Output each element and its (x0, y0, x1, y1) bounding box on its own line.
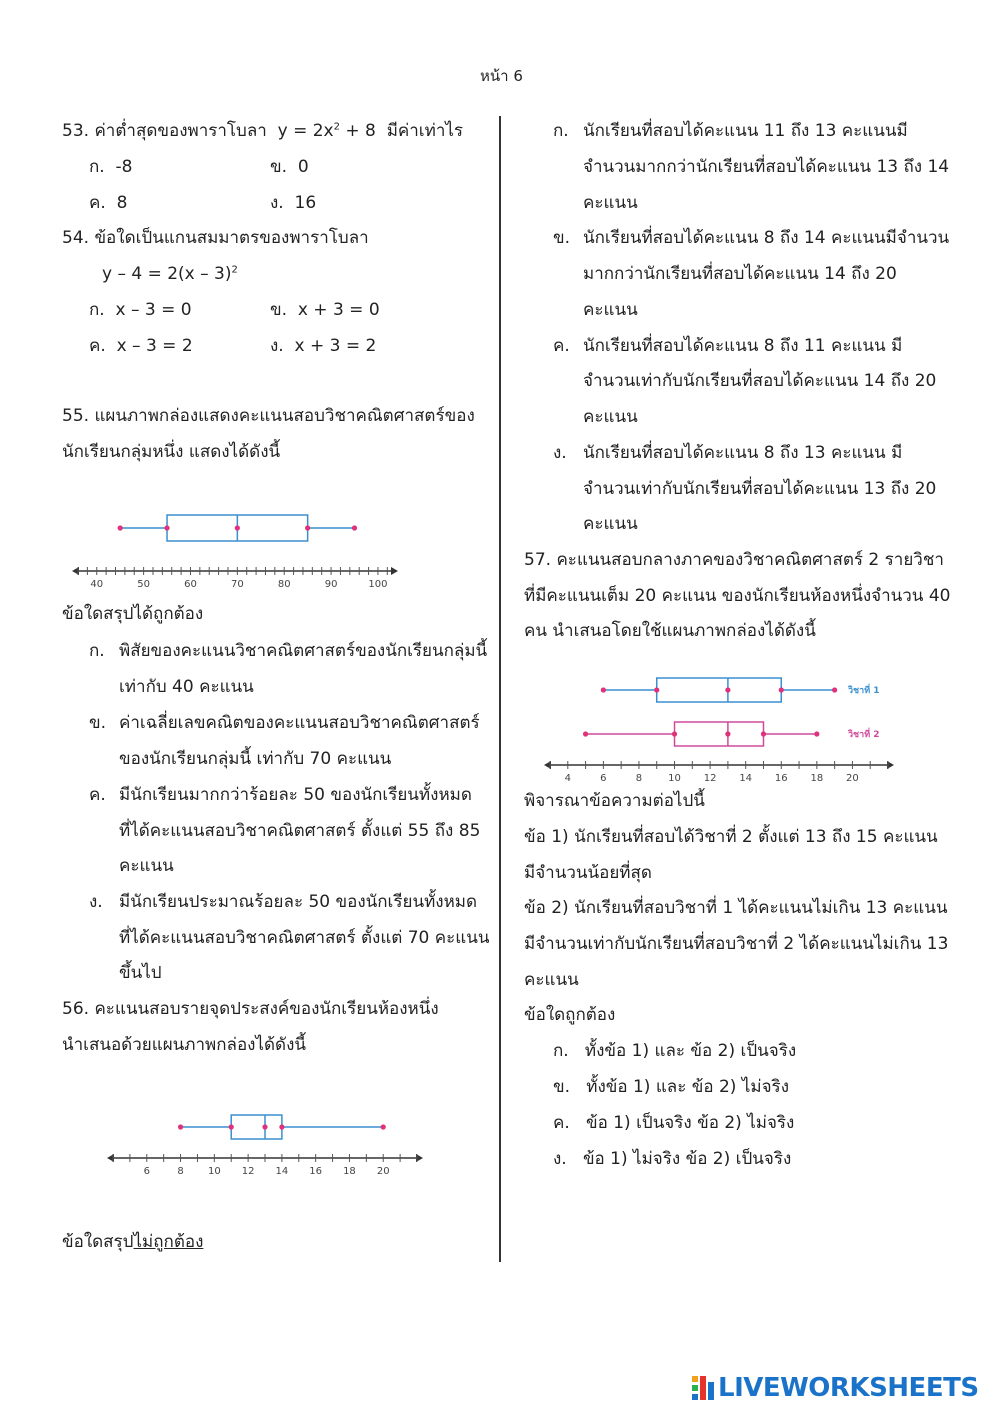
point-max (814, 731, 819, 736)
tick-label: 90 (324, 579, 338, 590)
q56-choice-d-line1[interactable]: นักเรียนที่สอบได้คะแนน 8 ถึง 13 คะแนน มี (583, 443, 903, 463)
box (657, 678, 782, 702)
box (231, 1115, 282, 1139)
q53-choice-b[interactable]: ข. 0 (270, 157, 309, 177)
q56-choice-c-line3[interactable]: คะแนน (583, 407, 638, 427)
q56-choice-c-line2[interactable]: จำนวนเท่ากับนักเรียนที่สอบได้คะแนน 14 ถึง 20 (583, 371, 937, 391)
tick-label: 12 (703, 773, 717, 784)
q55-stem-line1: 55. แผนภาพกล่องแสดงคะแนนสอบวิชาคณิตศาสตร์ของ (62, 406, 475, 426)
q56-stem-line1: 56. คะแนนสอบรายจุดประสงค์ของนักเรียนห้องหนึ่ง (62, 999, 439, 1019)
q53-choice-c[interactable]: ค. 8 (89, 193, 128, 213)
q57-stem-line3: คน นำเสนอโดยใช้แผนภาพกล่องได้ดังนี้ (524, 621, 816, 641)
q53-stem (62, 120, 463, 142)
q55-choice-a-line1[interactable]: พิสัยของคะแนนวิชาคณิตศาสตร์ของนักเรียนกลุ่มนี้ (119, 641, 488, 661)
q56-choice-d-label[interactable]: ง. (553, 443, 567, 463)
q56-question: ข้อใดสรุปไม่ถูกต้อง (62, 1232, 204, 1252)
q56-choice-d-line3[interactable]: คะแนน (583, 514, 638, 534)
q54-choice-d[interactable]: ง. x + 3 = 2 (270, 336, 377, 356)
q57-boxplot (540, 670, 900, 785)
q57-question: ข้อใดถูกต้อง (524, 1005, 616, 1025)
tick-label: 6 (143, 1166, 150, 1177)
q53-choice-a[interactable]: ก. -8 (89, 157, 133, 177)
brand-name: LIVEWORKSHEETS (718, 1373, 979, 1403)
q55-choice-c-line2[interactable]: ที่ได้คะแนนสอบวิชาคณิตศาสตร์ ตั้งแต่ 55 ถึง 85 (119, 821, 481, 841)
q55-choice-d-line2[interactable]: ที่ได้คะแนนสอบวิชาคณิตศาสตร์ ตั้งแต่ 70 คะแนน (119, 928, 490, 948)
q57-statement-2-cont: มีจำนวนเท่ากับนักเรียนที่สอบวิชาที่ 2 ได้คะแนนไม่เกิน 13 (524, 934, 949, 954)
point-median (262, 1124, 267, 1129)
q56-boxplot (105, 1100, 430, 1180)
tick-label: 6 (600, 773, 607, 784)
q55-choice-d-label[interactable]: ง. (89, 892, 103, 912)
tick-label: 20 (376, 1166, 390, 1177)
q57-statement-2: ข้อ 2) นักเรียนที่สอบวิชาที่ 1 ได้คะแนนไม่เกิน 13 คะแนน (524, 898, 948, 918)
tick-label: 8 (635, 773, 643, 784)
q55-choice-d-line1[interactable]: มีนักเรียนประมาณร้อยละ 50 ของนักเรียนทั้งหมด (119, 892, 478, 912)
point-q3 (761, 731, 766, 736)
q57-statement-1-cont: มีจำนวนน้อยที่สุด (524, 863, 652, 883)
q53-stem-suffix: มีค่าเท่าไร (386, 121, 464, 141)
point-median (235, 525, 240, 530)
point-q1 (164, 525, 169, 530)
point-median (725, 731, 730, 736)
q56-choice-c-label[interactable]: ค. (553, 336, 570, 356)
q54-choice-c[interactable]: ค. x – 3 = 2 (89, 336, 193, 356)
point-min (583, 731, 588, 736)
q56-choice-a-label[interactable]: ก. (553, 121, 569, 141)
q57-choice-c[interactable]: ค. ข้อ 1) เป็นจริง ข้อ 2) ไม่จริง (553, 1113, 795, 1133)
tick-label: 10 (207, 1166, 221, 1177)
q56-choice-c-line1[interactable]: นักเรียนที่สอบได้คะแนน 8 ถึง 11 คะแนน มี (583, 336, 903, 356)
tick-label: 8 (177, 1166, 184, 1177)
q55-stem-line2: นักเรียนกลุ่มหนึ่ง แสดงได้ดังนี้ (62, 442, 281, 462)
q57-consider: พิจารณาข้อความต่อไปนี้ (524, 791, 705, 811)
tick-label: 18 (810, 773, 824, 784)
q55-choice-b-label[interactable]: ข. (89, 713, 107, 733)
q57-statement-1: ข้อ 1) นักเรียนที่สอบได้วิชาที่ 2 ตั้งแต่ 13 ถึง 15 คะแนน (524, 827, 938, 847)
q56-choice-b-label[interactable]: ข. (553, 228, 571, 248)
q57-choice-a[interactable]: ก. ทั้งข้อ 1) และ ข้อ 2) เป็นจริง (553, 1041, 797, 1061)
point-max (352, 525, 357, 530)
q56-choice-a-line1[interactable]: นักเรียนที่สอบได้คะแนน 11 ถึง 13 คะแนนมี (583, 121, 908, 141)
liveworksheets-logo-icon (692, 1376, 714, 1400)
point-max (381, 1124, 386, 1129)
axis-arrow-right-icon (391, 567, 398, 575)
q54-choice-a[interactable]: ก. x – 3 = 0 (89, 300, 192, 320)
tick-label: 14 (739, 773, 753, 784)
q55-boxplot (70, 505, 400, 595)
tick-label: 60 (184, 579, 197, 590)
q53-choice-d[interactable]: ง. 16 (270, 193, 317, 213)
q55-choice-c-label[interactable]: ค. (89, 785, 106, 805)
q54-equation: y – 4 = 2(x – 3)$^2$ (102, 264, 238, 284)
tick-label: 50 (137, 579, 150, 590)
tick-label: 4 (564, 773, 571, 784)
q56-stem-line2: นำเสนอด้วยแผนภาพกล่องได้ดังนี้ (62, 1035, 307, 1055)
tick-label: 18 (343, 1166, 356, 1177)
point-median (725, 687, 730, 692)
point-min (118, 525, 123, 530)
tick-label: 12 (241, 1166, 255, 1177)
point-min (178, 1124, 183, 1129)
q57-stem-line2: ที่มีคะแนนเต็ม 20 คะแนน ของนักเรียนห้องหนึ่งจำนวน 40 (524, 586, 951, 606)
tick-label: 20 (846, 773, 859, 784)
point-q3 (305, 525, 310, 530)
tick-label: 14 (275, 1166, 289, 1177)
q57-stem-line1: 57. คะแนนสอบกลางภาคของวิชาคณิตศาสตร์ 2 รายวิชา (524, 550, 944, 570)
q55-choice-d-line3[interactable]: ขึ้นไป (119, 963, 162, 983)
q55-choice-b-line1[interactable]: ค่าเฉลี่ยเลขคณิตของคะแนนสอบวิชาคณิตศาสตร์ (119, 713, 480, 733)
q55-question: ข้อใดสรุปได้ถูกต้อง (62, 604, 204, 624)
q54-choice-b[interactable]: ข. x + 3 = 0 (270, 300, 380, 320)
q56-choice-a-line3[interactable]: คะแนน (583, 193, 638, 213)
q57-statement-2-cont2: คะแนน (524, 970, 579, 990)
point-q3 (279, 1124, 284, 1129)
column-divider (499, 116, 501, 1262)
q57-choice-b[interactable]: ข. ทั้งข้อ 1) และ ข้อ 2) ไม่จริง (553, 1077, 789, 1097)
q55-choice-c-line1[interactable]: มีนักเรียนมากกว่าร้อยละ 50 ของนักเรียนทั้งหมด (119, 785, 472, 805)
q53-stem-prefix: 53. ค่าต่ำสุดของพาราโบลา (62, 121, 267, 141)
q55-choice-a-line2[interactable]: เท่ากับ 40 คะแนน (119, 677, 254, 697)
q55-choice-b-line2[interactable]: ของนักเรียนกลุ่มนี้ เท่ากับ 70 คะแนน (119, 749, 392, 769)
series-label: วิชาที่ 2 (848, 730, 880, 740)
liveworksheets-brand (692, 1374, 979, 1402)
tick-label: 10 (668, 773, 681, 784)
series-label: วิชาที่ 1 (848, 686, 880, 696)
q55-choice-a-label[interactable]: ก. (89, 641, 105, 661)
box (675, 722, 764, 746)
tick-label: 40 (90, 579, 104, 590)
point-q1 (672, 731, 677, 736)
tick-label: 16 (309, 1166, 323, 1177)
q56-choice-d-line2[interactable]: จำนวนเท่ากับนักเรียนที่สอบได้คะแนน 13 ถึง 20 (583, 479, 937, 499)
tick-label: 80 (277, 579, 291, 590)
tick-label: 16 (774, 773, 788, 784)
q53-equation: $y = 2x^2 + 8$ (277, 121, 376, 141)
q56-choice-b-line1[interactable]: นักเรียนที่สอบได้คะแนน 8 ถึง 14 คะแนนมีจำนวน (583, 228, 950, 248)
point-max (832, 687, 837, 692)
point-q1 (229, 1124, 234, 1129)
page-number: หน้า 6 (480, 67, 523, 85)
q56-choice-a-line2[interactable]: จำนวนมากกว่านักเรียนที่สอบได้คะแนน 13 ถึง 14 (583, 157, 950, 177)
tick-label: 70 (230, 579, 244, 590)
q56-choice-b-line2[interactable]: มากกว่านักเรียนที่สอบได้คะแนน 14 ถึง 20 (583, 264, 897, 284)
point-q1 (654, 687, 659, 692)
tick-label: 100 (368, 579, 388, 590)
q54-stem: 54. ข้อใดเป็นแกนสมมาตรของพาราโบลา (62, 228, 369, 248)
q56-choice-b-line3[interactable]: คะแนน (583, 300, 638, 320)
point-q3 (779, 687, 784, 692)
q57-choice-d[interactable]: ง. ข้อ 1) ไม่จริง ข้อ 2) เป็นจริง (553, 1149, 792, 1169)
point-min (601, 687, 606, 692)
q55-choice-c-line3[interactable]: คะแนน (119, 856, 174, 876)
